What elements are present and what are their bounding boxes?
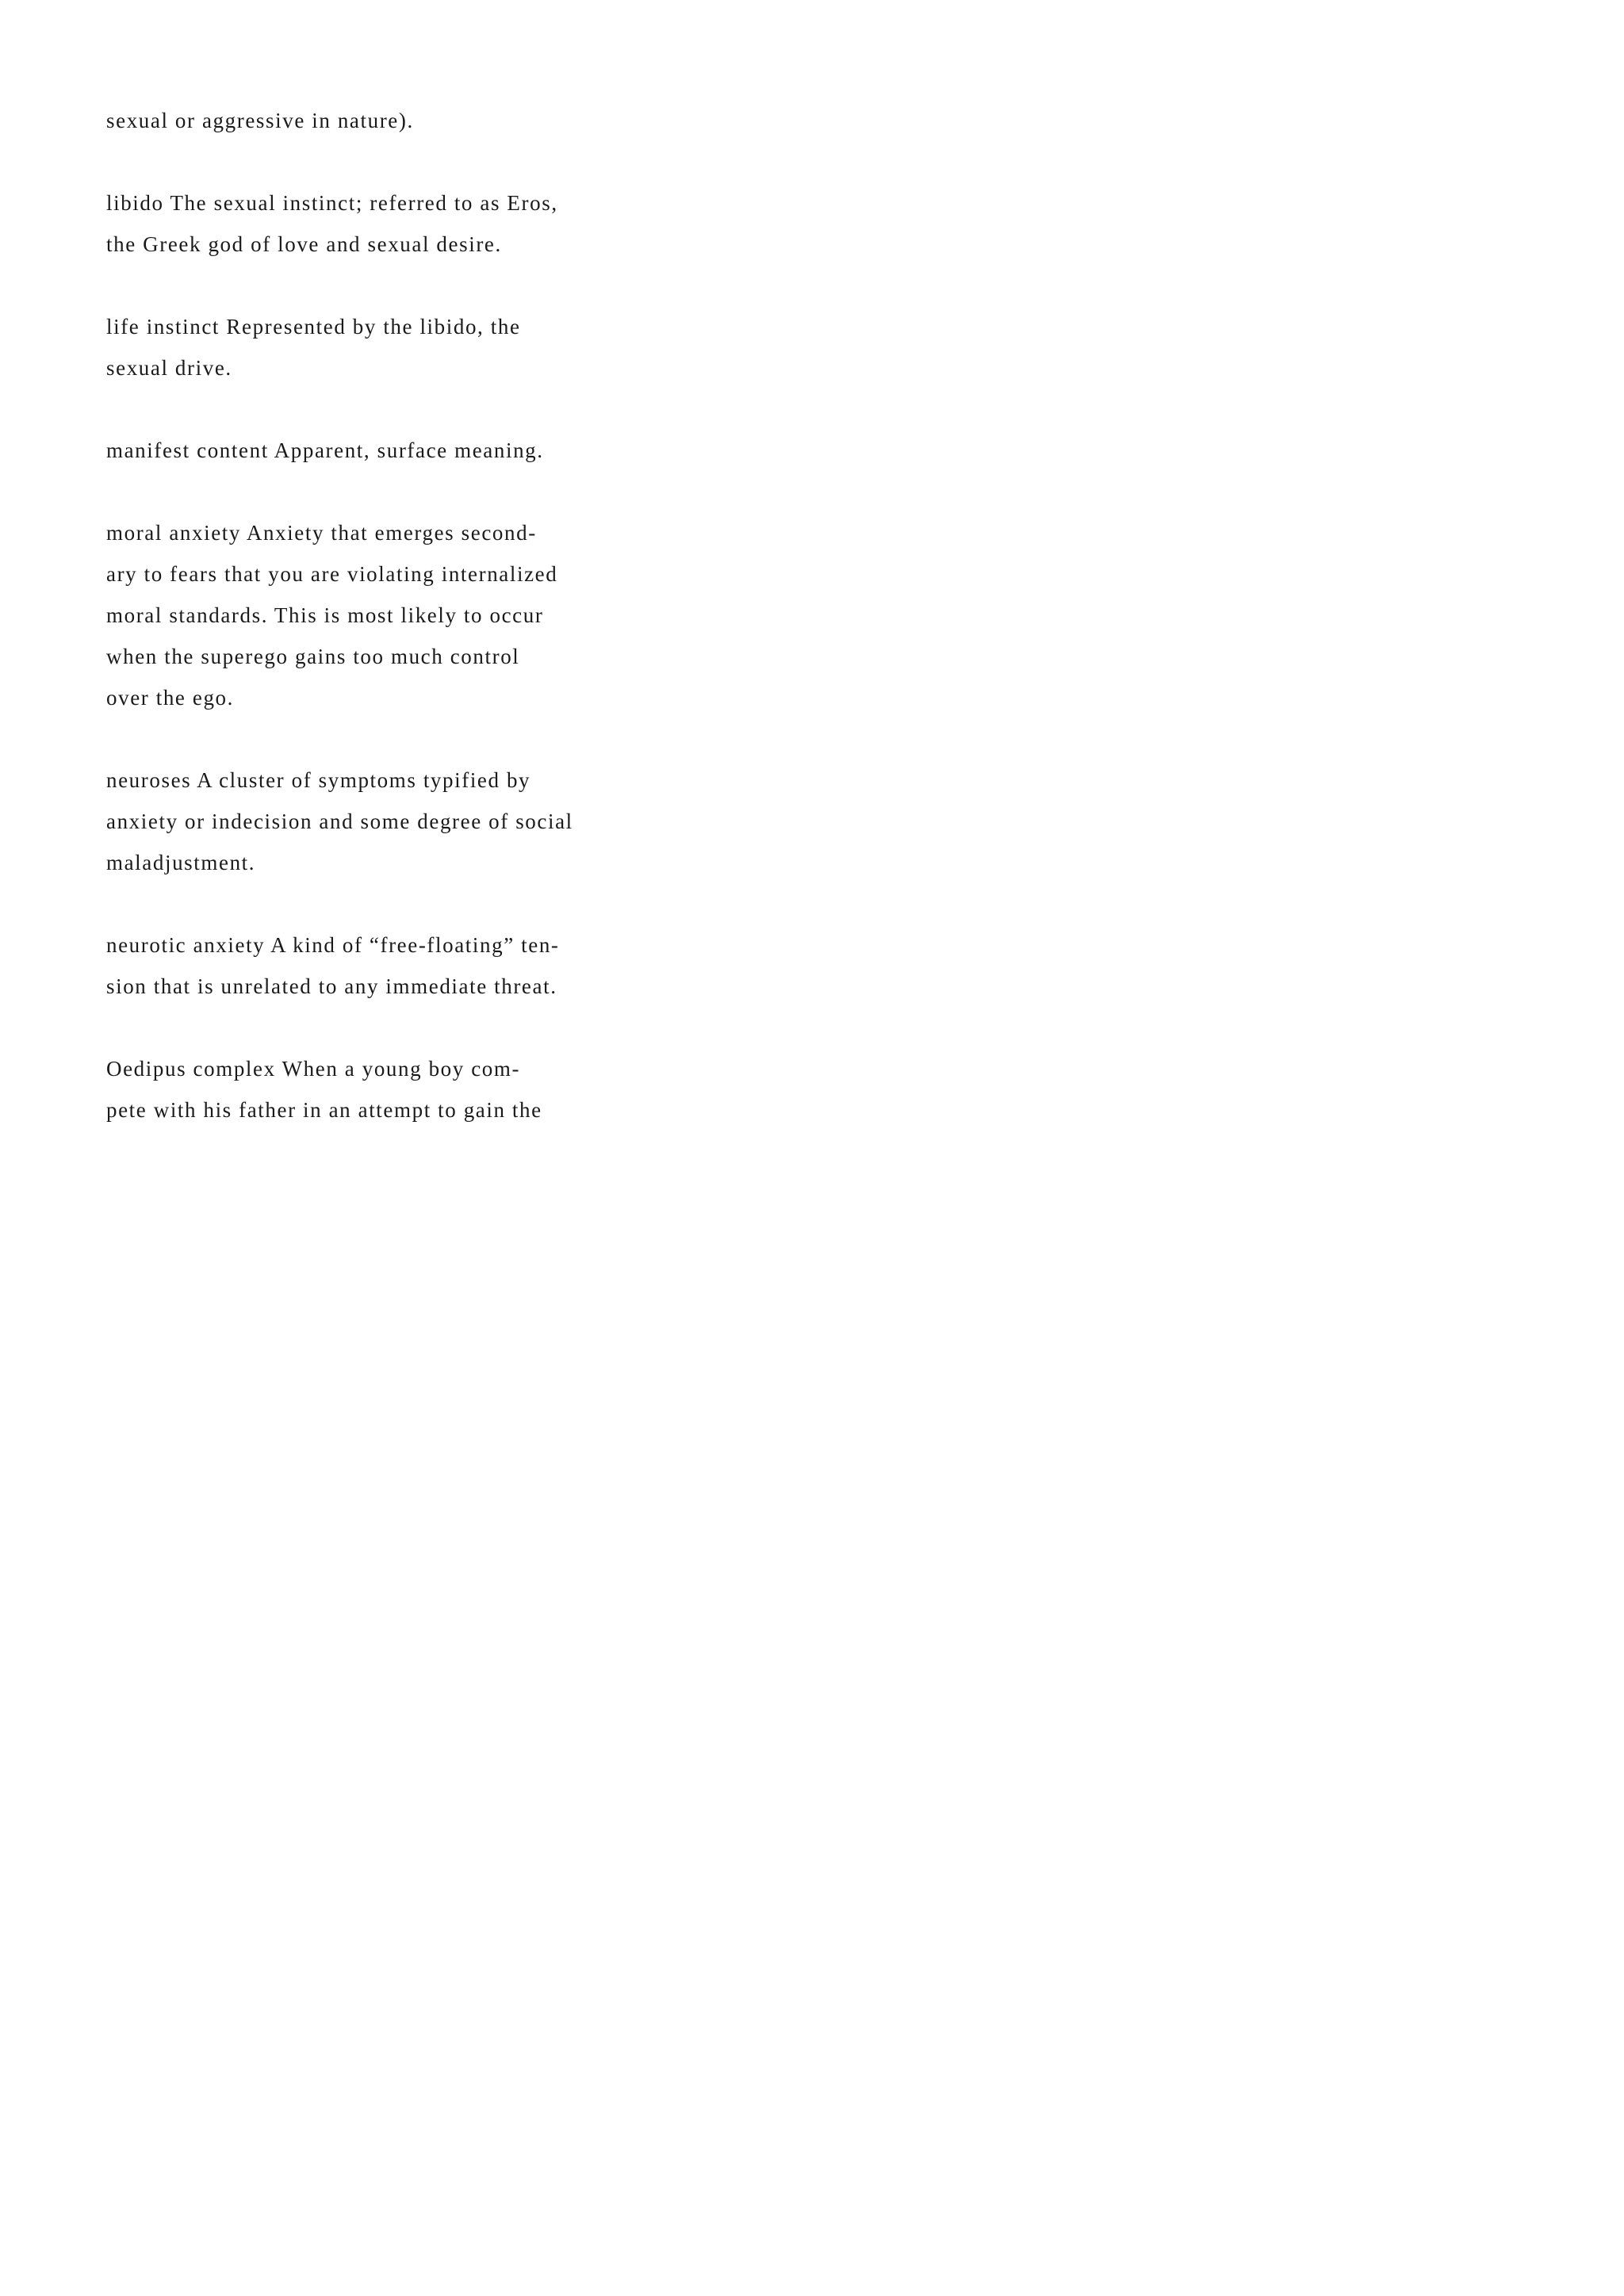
text-line: sexual or aggressive in nature).	[106, 109, 414, 132]
text-line: moral standards. This is most likely to occur	[106, 603, 544, 627]
text-line: when the superego gains too much control	[106, 645, 520, 668]
text-line: sexual drive.	[106, 356, 232, 380]
text-line: ary to fears that you are violating internalized	[106, 562, 558, 586]
text-line: maladjustment.	[106, 851, 256, 874]
text-line: pete with his father in an attempt to gain the	[106, 1098, 542, 1122]
text-line: anxiety or indecision and some degree of social	[106, 809, 573, 833]
text-line: over the ego.	[106, 686, 234, 710]
document-page	[0, 0, 875, 1238]
text-line: neuroses A cluster of symptoms typified by	[106, 768, 531, 792]
text-line: life instinct Represented by the libido, the	[106, 315, 521, 339]
text-line: moral anxiety Anxiety that emerges second-	[106, 521, 537, 545]
text-line: manifest content Apparent, surface meaning.	[106, 438, 544, 462]
text-line: the Greek god of love and sexual desire.	[106, 232, 502, 256]
text-line: sion that is unrelated to any immediate threat.	[106, 974, 557, 998]
text-line: neurotic anxiety A kind of “free-floating” ten-	[106, 933, 560, 957]
text-line: Oedipus complex When a young boy com-	[106, 1057, 521, 1081]
text-line: libido The sexual instinct; referred to as Eros,	[106, 191, 558, 215]
